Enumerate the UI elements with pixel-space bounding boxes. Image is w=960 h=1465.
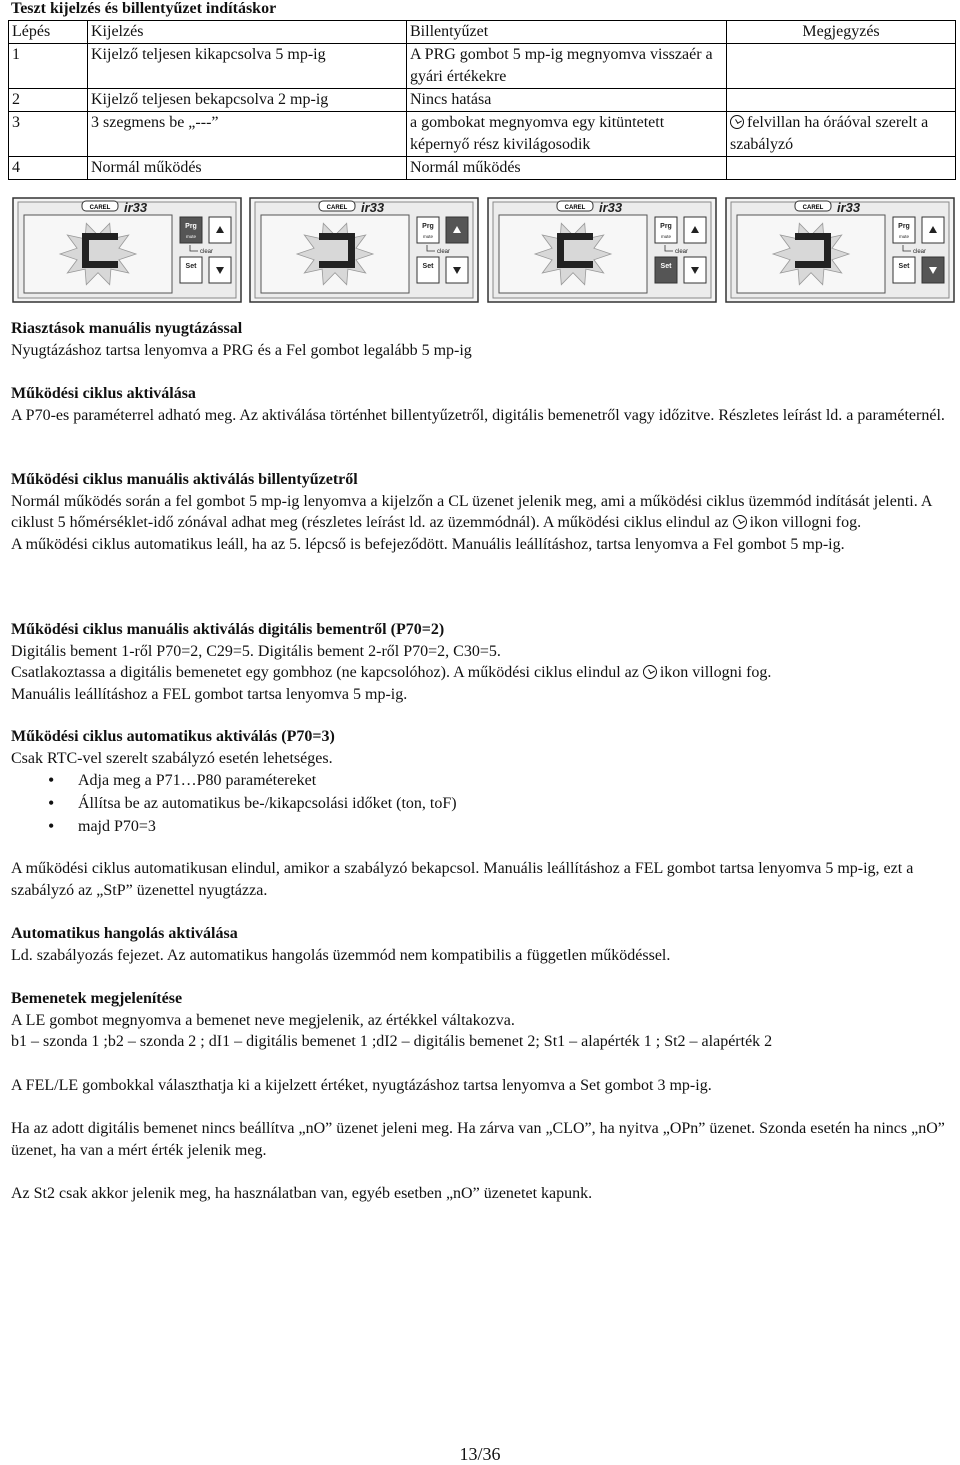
alarms-text: Nyugtázáshoz tartsa lenyomva a PRG és a Fel gombot legalább 5 mp-ig (11, 341, 472, 359)
cycle-manual-kb-text2: A működési ciklus automatikus leáll, ha az 5. lépcső is befejeződött. Manuális leállításhoz, tartsa lenyomva a Fel gombot 5 mp-ig. (11, 535, 845, 553)
alarms-section (11, 318, 954, 361)
brand-label: CAREL (802, 205, 824, 211)
table-cell: Nincs hatása (407, 89, 727, 112)
note-text: felvillan ha óráóval szerelt a szabályzó (730, 114, 929, 153)
clock-icon (730, 115, 744, 129)
set-button-label: Set (185, 263, 197, 270)
table-cell: Kijelző teljesen bekapcsolva 2 mp-ig (88, 89, 407, 112)
inputs-para-1: A FEL/LE gombokkal választhatja ki a kijelzett értéket, nyugtázáshoz tartsa lenyomva a Set gombot 3 mp-ig. (11, 1076, 712, 1094)
panel-illustration (249, 197, 479, 303)
model-label: ir33 (837, 200, 861, 215)
alarms-heading: Riasztások manuális nyugtázással (11, 320, 243, 337)
table-header-cell: Kijelzés (88, 21, 407, 44)
prg-button (655, 217, 677, 243)
brand-label: CAREL (564, 205, 586, 211)
segment (795, 261, 831, 268)
table-header-cell: Billentyűzet (407, 21, 727, 44)
prg-button-sublabel: mute (660, 234, 672, 239)
segment (557, 261, 593, 268)
controller-panel-4 (725, 197, 955, 303)
prg-button-sublabel: mute (422, 234, 434, 239)
model-label: ir33 (599, 200, 623, 215)
table-row (9, 89, 956, 112)
controller-panels (12, 197, 960, 309)
autotune-text: Ld. szabályozás fejezet. Az automatikus hangolás üzemmód nem kompatibilis a független működéssel. (11, 946, 671, 964)
prg-button-label: Prg (898, 223, 910, 230)
cycle-auto-outro: A működési ciklus automatikusan elindul, amikor a szabályzó bekapcsol. Manuális leállításhoz a FEL gombot tartsa lenyomva 5 mp-ig, ezt a szabályzó az „StP” üzenettel nyugtázza. (11, 860, 914, 899)
section-title: Teszt kijelzés és billentyűzet indításkor (11, 0, 277, 17)
table-row (9, 112, 956, 157)
autotune-section (11, 923, 954, 966)
inputs-section (11, 988, 954, 1205)
brand-label: CAREL (326, 205, 348, 211)
list-item: • Adja meg a P71…P80 paramétereket (78, 769, 954, 792)
set-button (893, 257, 915, 283)
text-part: ikon villogni fog. (659, 664, 772, 681)
cycle-auto-intro: Csak RTC-vel szerelt szabályzó esetén lehetséges. (11, 749, 333, 767)
prg-button-sublabel: mute (185, 234, 197, 239)
prg-button-label: Prg (422, 223, 434, 230)
clock-icon (733, 515, 747, 529)
di-line-1: Digitális bement 1-ről P70=2, C29=5. Digitális bement 2-ről P70=2, C30=5. (11, 642, 501, 660)
table-cell: a gombokat megnyomva egy kitüntetett képernyő rész kivilágosodik (407, 112, 727, 157)
segment (319, 261, 355, 268)
text-part: Csatlakoztassa a digitális bemenetet egy gombhoz (ne kapcsolóhoz). A működési ciklus elindul az (11, 664, 639, 681)
text-part: ikon villogni fog. (749, 514, 862, 531)
cycle-manual-kb-text (11, 491, 954, 534)
prg-button-label: Prg (185, 223, 197, 230)
table-cell: Normál működés (407, 157, 727, 180)
test-table (8, 20, 956, 180)
controller-panel-2 (249, 197, 479, 303)
table-cell (727, 89, 956, 112)
cycle-manual-kb-section (11, 469, 954, 555)
inputs-para-2: Ha az adott digitális bemenet nincs beállítva „nO” üzenet jeleni meg. Ha zárva van „CLO”, ha nyitva „OPn” üzenet. Szonda esetén ha nincs „nO” üzenet, ha van a mért érték jelenik meg. (11, 1120, 945, 1159)
prg-button-sublabel: mute (898, 234, 910, 239)
set-button (180, 257, 202, 283)
table-cell (727, 157, 956, 180)
inputs-line-2: b1 – szonda 1 ;b2 – szonda 2 ; dI1 – digitális bemenet 1 ;dI2 – digitális bemenet 2; St1 – alapérték 1 ; St2 – alapérték 2 (11, 1033, 773, 1050)
panel-illustration (487, 197, 717, 303)
set-button-label: Set (422, 263, 434, 270)
cycle-auto-list (11, 769, 954, 838)
table-cell: 2 (9, 89, 88, 112)
text-part: Normál működés során a fel gombot 5 mp-ig lenyomva a kijelzőn a CL üzenet jelenik meg, ami a működési ciklus üzemmód indítását jelenti. A ciklust 5 hőmérséklet-idő zónával adhat meg (részletes leírást ld. az üzemmódnál). A működési ciklus elindul az (11, 492, 932, 531)
panel-illustration (12, 197, 242, 303)
cycle-manual-di-section (11, 619, 954, 705)
cycle-manual-kb-heading: Működési ciklus manuális aktiválás billentyűzetről (11, 471, 358, 488)
controller-panel-1 (12, 197, 242, 303)
panel-illustration (725, 197, 955, 303)
clear-label: clear (200, 249, 214, 255)
clear-label: clear (913, 249, 927, 255)
table-cell: 3 (9, 112, 88, 157)
table-header-cell: Lépés (9, 21, 88, 44)
autotune-heading: Automatikus hangolás aktiválása (11, 925, 238, 942)
segment (82, 261, 118, 268)
table-cell: A PRG gombot 5 mp-ig megnyomva visszaér a gyári értékekre (407, 44, 727, 89)
cycle-manual-di-heading: Működési ciklus manuális aktiválás digitális bementről (P70=2) (11, 621, 445, 638)
table-row (9, 157, 956, 180)
cycle-heading: Működési ciklus aktiválása (11, 385, 196, 402)
table-cell: Kijelző teljesen kikapcsolva 5 mp-ig (88, 44, 407, 89)
list-item: • Állítsa be az automatikus be-/kikapcsolási időket (ton, toF) (78, 792, 954, 815)
prg-button (180, 217, 202, 243)
table-cell: 4 (9, 157, 88, 180)
controller-panel-3 (487, 197, 717, 303)
table-header-cell: Megjegyzés (727, 21, 956, 44)
prg-button (417, 217, 439, 243)
table-cell: Normál működés (88, 157, 407, 180)
cycle-section (11, 383, 954, 426)
table-header-row (9, 21, 956, 44)
model-label: ir33 (361, 200, 385, 215)
table-cell: 1 (9, 44, 88, 89)
di-line-2 (11, 662, 954, 684)
cycle-auto-heading: Működési ciklus automatikus aktiválás (P70=3) (11, 728, 335, 745)
inputs-line-1: A LE gombot megnyomva a bemenet neve megjelenik, az értékkel váltakozva. (11, 1011, 515, 1029)
prg-button (893, 217, 915, 243)
clear-label: clear (437, 249, 451, 255)
table-cell: 3 szegmens be „---” (88, 112, 407, 157)
cycle-text: A P70-es paraméterrel adható meg. Az aktiválása történhet billentyűzetről, digitális bemenetről vagy időzitve. Részletes leírást ld. a paraméternél. (11, 406, 945, 424)
table-row (9, 44, 956, 89)
brand-label: CAREL (89, 205, 111, 211)
model-label: ir33 (124, 200, 148, 215)
cycle-auto-section (11, 726, 954, 901)
inputs-para-3: Az St2 csak akkor jelenik meg, ha használatban van, egyéb esetben „nO” üzenetet kapunk. (11, 1185, 593, 1202)
set-button (417, 257, 439, 283)
table-cell (727, 44, 956, 89)
inputs-heading: Bemenetek megjelenítése (11, 990, 183, 1007)
set-button (655, 257, 677, 283)
set-button-label: Set (898, 263, 910, 270)
clear-label: clear (675, 249, 689, 255)
prg-button-label: Prg (660, 223, 672, 230)
table-cell (727, 112, 956, 157)
set-button-label: Set (660, 263, 672, 270)
clock-icon (643, 665, 657, 679)
page-number: 13/36 (459, 1444, 501, 1464)
list-item: • majd P70=3 (78, 815, 954, 838)
di-line-3: Manuális leállításhoz a FEL gombot tartsa lenyomva 5 mp-ig. (11, 685, 408, 703)
